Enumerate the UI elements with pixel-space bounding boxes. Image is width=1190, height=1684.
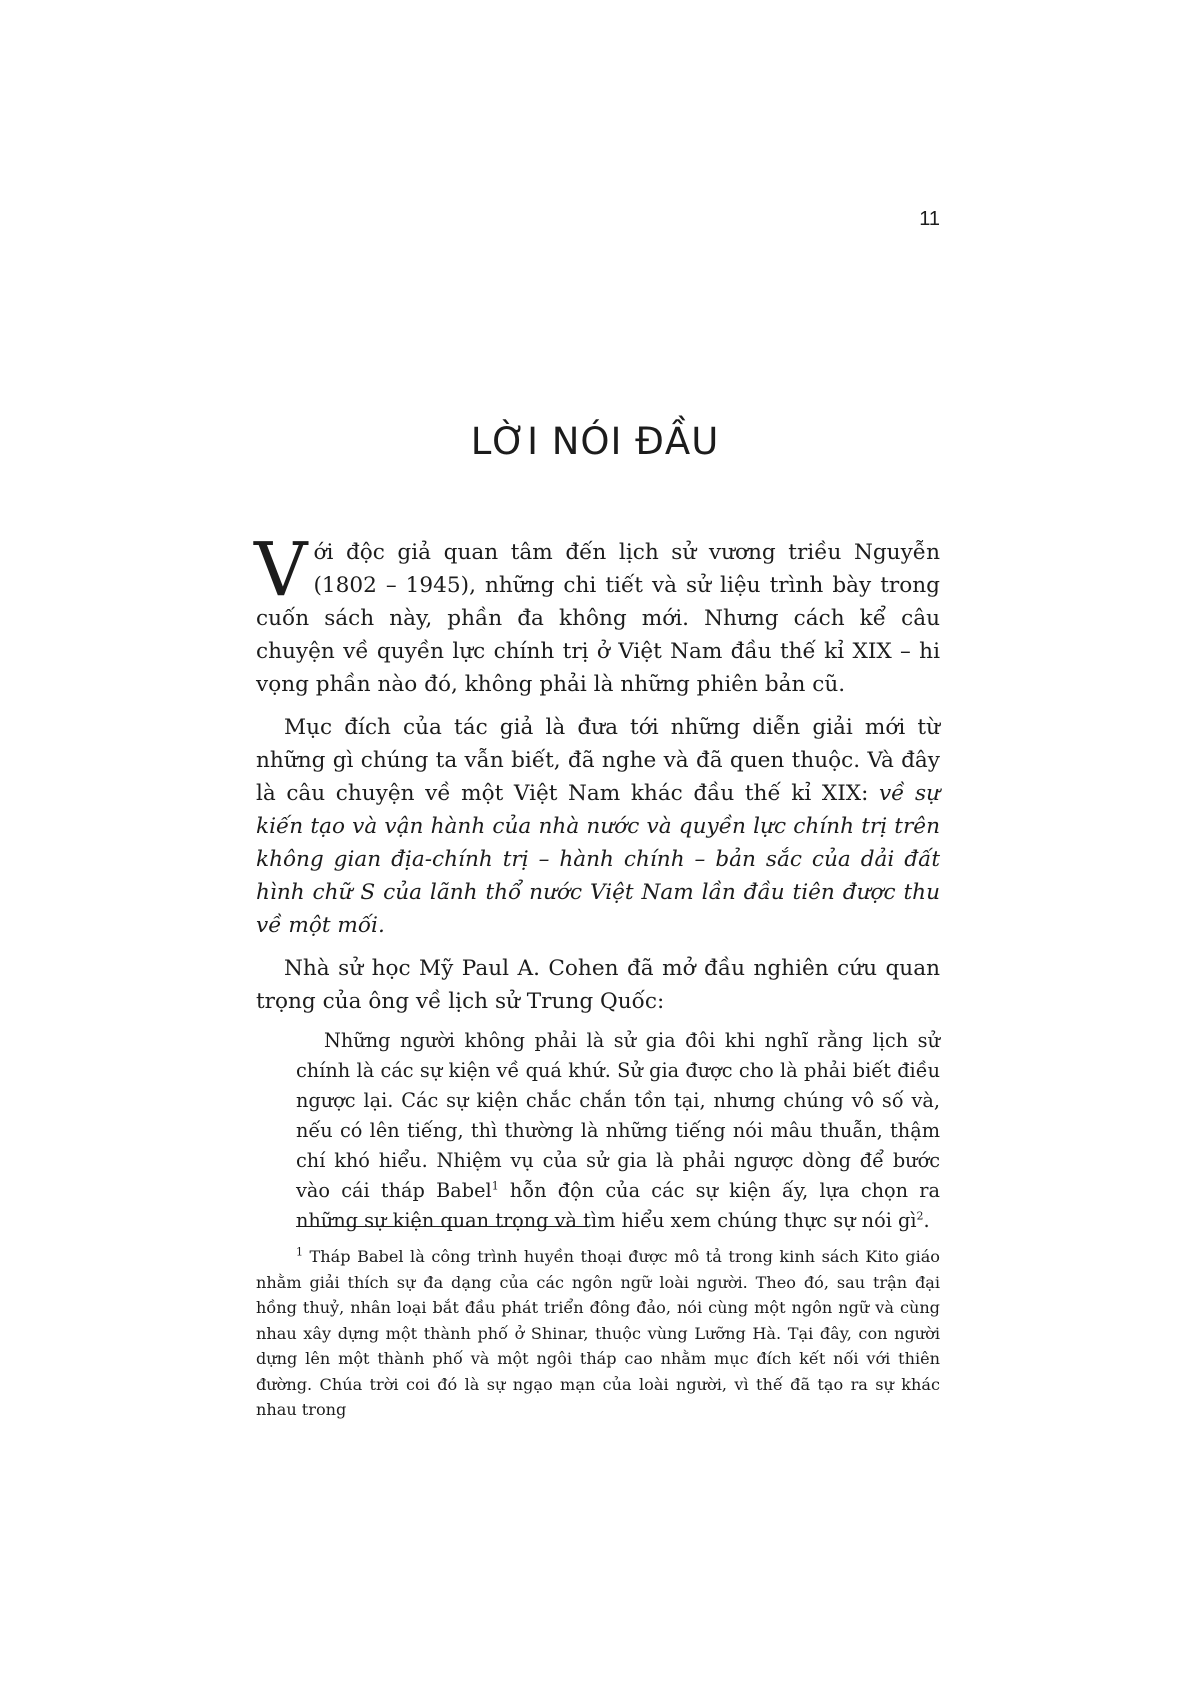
- block-quote: [296, 1026, 940, 1236]
- quote-text-part2: hỗn độn của các sự kiện ấy, lựa chọn ra những sự kiện quan trọng và tìm hiểu xem chúng thực sự nói gì: [296, 1179, 940, 1232]
- paragraph-purpose-text: Mục đích của tác giả là đưa tới những diễn giải mới từ những gì chúng ta vẫn biết, đã nghe và đã quen thuộc. Và đây là câu chuyện về một Việt Nam khác đầu thế kỉ XIX:: [256, 715, 940, 806]
- quote-text-end: .: [923, 1209, 930, 1232]
- paragraph-cohen: Nhà sử học Mỹ Paul A. Cohen đã mở đầu nghiên cứu quan trọng của ông về lịch sử Trung Quốc:: [256, 956, 940, 1014]
- paragraph-purpose-emphasis: về sự kiến tạo và vận hành của nhà nước và quyền lực chính trị trên không gian địa-chính trị – hành chính – bản sắc của dải đất hình chữ S của lãnh thổ nước Việt Nam lần đầu tiên được thu về một mối.: [256, 781, 940, 938]
- footnote-divider: [296, 1226, 588, 1227]
- paragraph-intro-text: ới độc giả quan tâm đến lịch sử vương triều Nguyễn (1802 – 1945), những chi tiết và sử liệu trình bày trong cuốn sách này, phần đa không mới. Nhưng cách kể câu chuyện về quyền lực chính trị ở Việt Nam đầu thế kỉ XIX – hi vọng phần nào đó, không phải là những phiên bản cũ.: [256, 540, 940, 697]
- chapter-title: LỜI NÓI ĐẦU: [470, 420, 720, 463]
- paragraph-intro: [254, 527, 940, 701]
- footnote-ref-1[interactable]: 1: [491, 1179, 499, 1193]
- page-number: 11: [919, 208, 940, 230]
- footnote-marker: 1: [296, 1245, 303, 1259]
- footnote-ref-2[interactable]: 2: [916, 1209, 924, 1223]
- footnote-text: Tháp Babel là công trình huyền thoại được mô tả trong kinh sách Kito giáo nhằm giải thích sự đa dạng của các ngôn ngữ loài người. Theo đó, sau trận đại hồng thuỷ, nhân loại bắt đầu phát triển đông đảo, nói cùng một ngôn ngữ và cùng nhau xây dựng một thành phố ở Shinar, thuộc vùng Lưỡng Hà. Tại đây, con người dựng lên một thành phố và một ngôi tháp cao nhằm mục đích kết nối với thiên đường. Chúa trời coi đó là sự ngạo mạn của loài người, vì thế đã tạo ra sự khác nhau trong: [256, 1247, 940, 1419]
- quote-text-part1: Những người không phải là sử gia đôi khi nghĩ rằng lịch sử chính là các sự kiện về quá khứ. Sử gia được cho là phải biết điều ngược lại. Các sự kiện chắc chắn tồn tại, nhưng chúng vô số và, nếu có lên tiếng, thì thường là những tiếng nói mâu thuẫn, thậm chí khó hiểu. Nhiệm vụ của sử gia là phải ngược dòng để bước vào cái tháp Babel: [296, 1029, 940, 1202]
- drop-cap: V: [254, 527, 308, 613]
- paragraph-purpose: [256, 711, 940, 942]
- footnote-1: [256, 1244, 940, 1423]
- body-text: [254, 527, 940, 1236]
